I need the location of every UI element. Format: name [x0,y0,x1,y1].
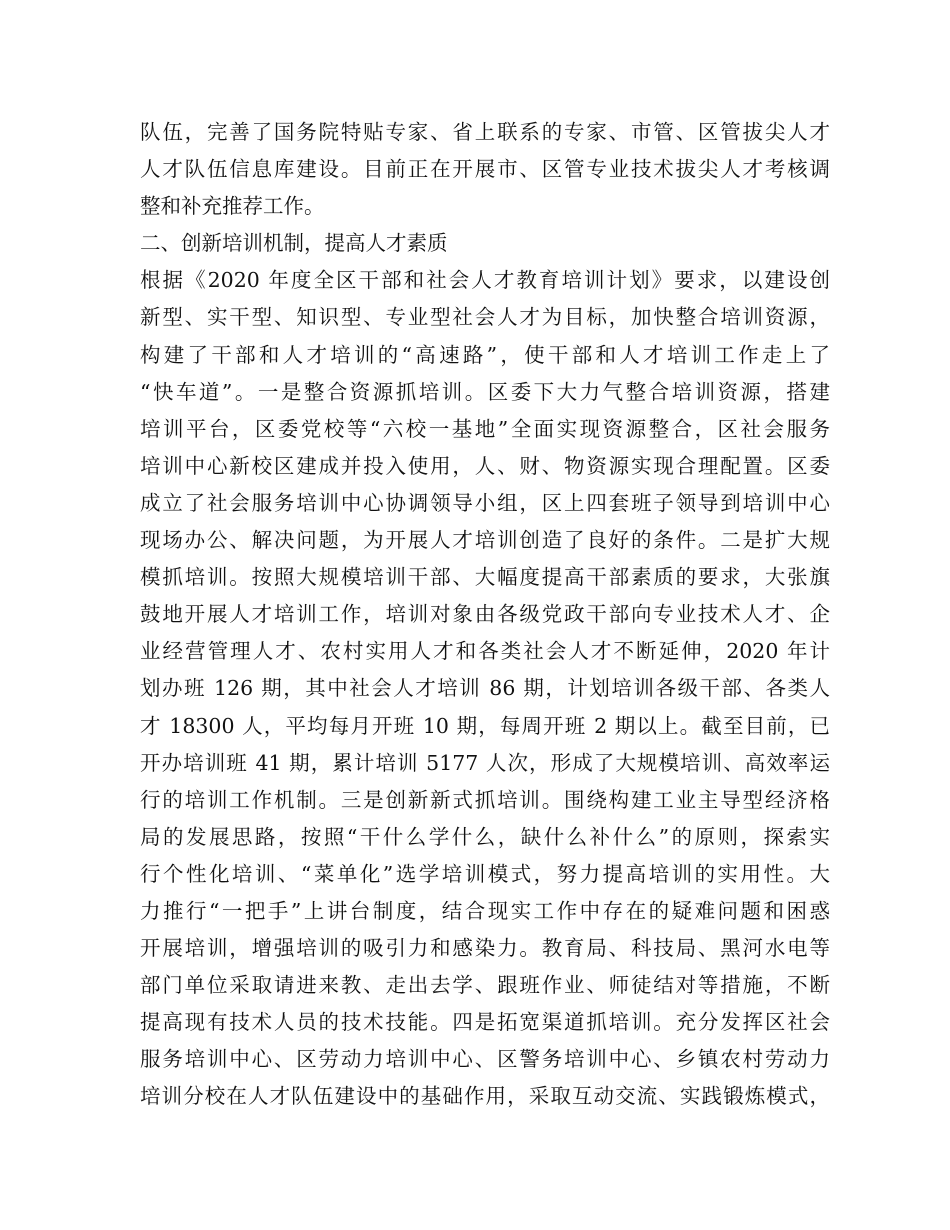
text-line: 培训分校在人才队伍建设中的基础作用，采取互动交流、实践锻炼模式， [140,1084,830,1109]
text-line: 划办班 126 期，其中社会人才培训 86 期，计划培训各级干部、各类人 [140,676,830,701]
text-line: 才 18300 人，平均每月开班 10 期，每周开班 2 期以上。截至目前，已 [140,713,830,738]
text-line: 培训平台，区委党校等“六校一基地”全面实现资源整合，区社会服务 [140,416,830,441]
text-line: 服务培训中心、区劳动力培训中心、区警务培训中心、乡镇农村劳动力 [140,1047,830,1072]
text-line: 构建了干部和人才培训的“高速路”，使干部和人才培训工作走上了 [140,342,830,367]
text-line: 局的发展思路，按照“干什么学什么，缺什么补什么”的原则，探索实 [140,824,830,849]
text-line: 人才队伍信息库建设。目前正在开展市、区管专业技术拔尖人才考核调 [140,157,830,182]
text-line: 行的培训工作机制。三是创新新式抓培训。围绕构建工业主导型经济格 [140,787,830,812]
text-line: 模抓培训。按照大规模培训干部、大幅度提高干部素质的要求，大张旗 [140,565,830,590]
text-line: 培训中心新校区建成并投入使用，人、财、物资源实现合理配置。区委 [140,453,830,478]
text-line: 现场办公、解决问题，为开展人才培训创造了良好的条件。二是扩大规 [140,528,830,553]
text-line: 成立了社会服务培训中心协调领导小组，区上四套班子领导到培训中心 [140,490,830,515]
body-text [140,114,830,1116]
text-line: 队伍，完善了国务院特贴专家、省上联系的专家、市管、区管拔尖人才 [140,120,830,144]
text-line: 开办培训班 41 期，累计培训 5177 人次，形成了大规模培训、高效率运 [140,750,830,775]
text-line: 鼓地开展人才培训工作，培训对象由各级党政干部向专业技术人才、企 [140,602,830,627]
text-line: 整和补充推荐工作。 [140,194,325,219]
text-line: 部门单位采取请进来教、走出去学、跟班作业、师徒结对等措施，不断 [140,973,830,998]
text-line: 开展培训，增强培训的吸引力和感染力。教育局、科技局、黑河水电等 [140,936,830,961]
text-line: 行个性化培训、“菜单化”选学培训模式，努力提高培训的实用性。大 [140,861,830,886]
text-line: 提高现有技术人员的技术技能。四是拓宽渠道抓培训。充分发挥区社会 [140,1010,830,1035]
text-line: 根据《2020 年度全区干部和社会人才教育培训计划》要求，以建设创 [140,268,830,293]
text-line: “快车道”。一是整合资源抓培训。区委下大力气整合培训资源，搭建 [140,379,830,404]
section-heading: 二、创新培训机制，提高人才素质 [140,231,448,256]
text-line: 业经营管理人才、农村实用人才和各类社会人才不断延伸，2020 年计 [140,639,830,664]
text-line: 新型、实干型、知识型、专业型社会人才为目标，加快整合培训资源， [140,305,830,330]
text-line: 力推行“一把手”上讲台制度，结合现实工作中存在的疑难问题和困惑 [140,898,830,923]
